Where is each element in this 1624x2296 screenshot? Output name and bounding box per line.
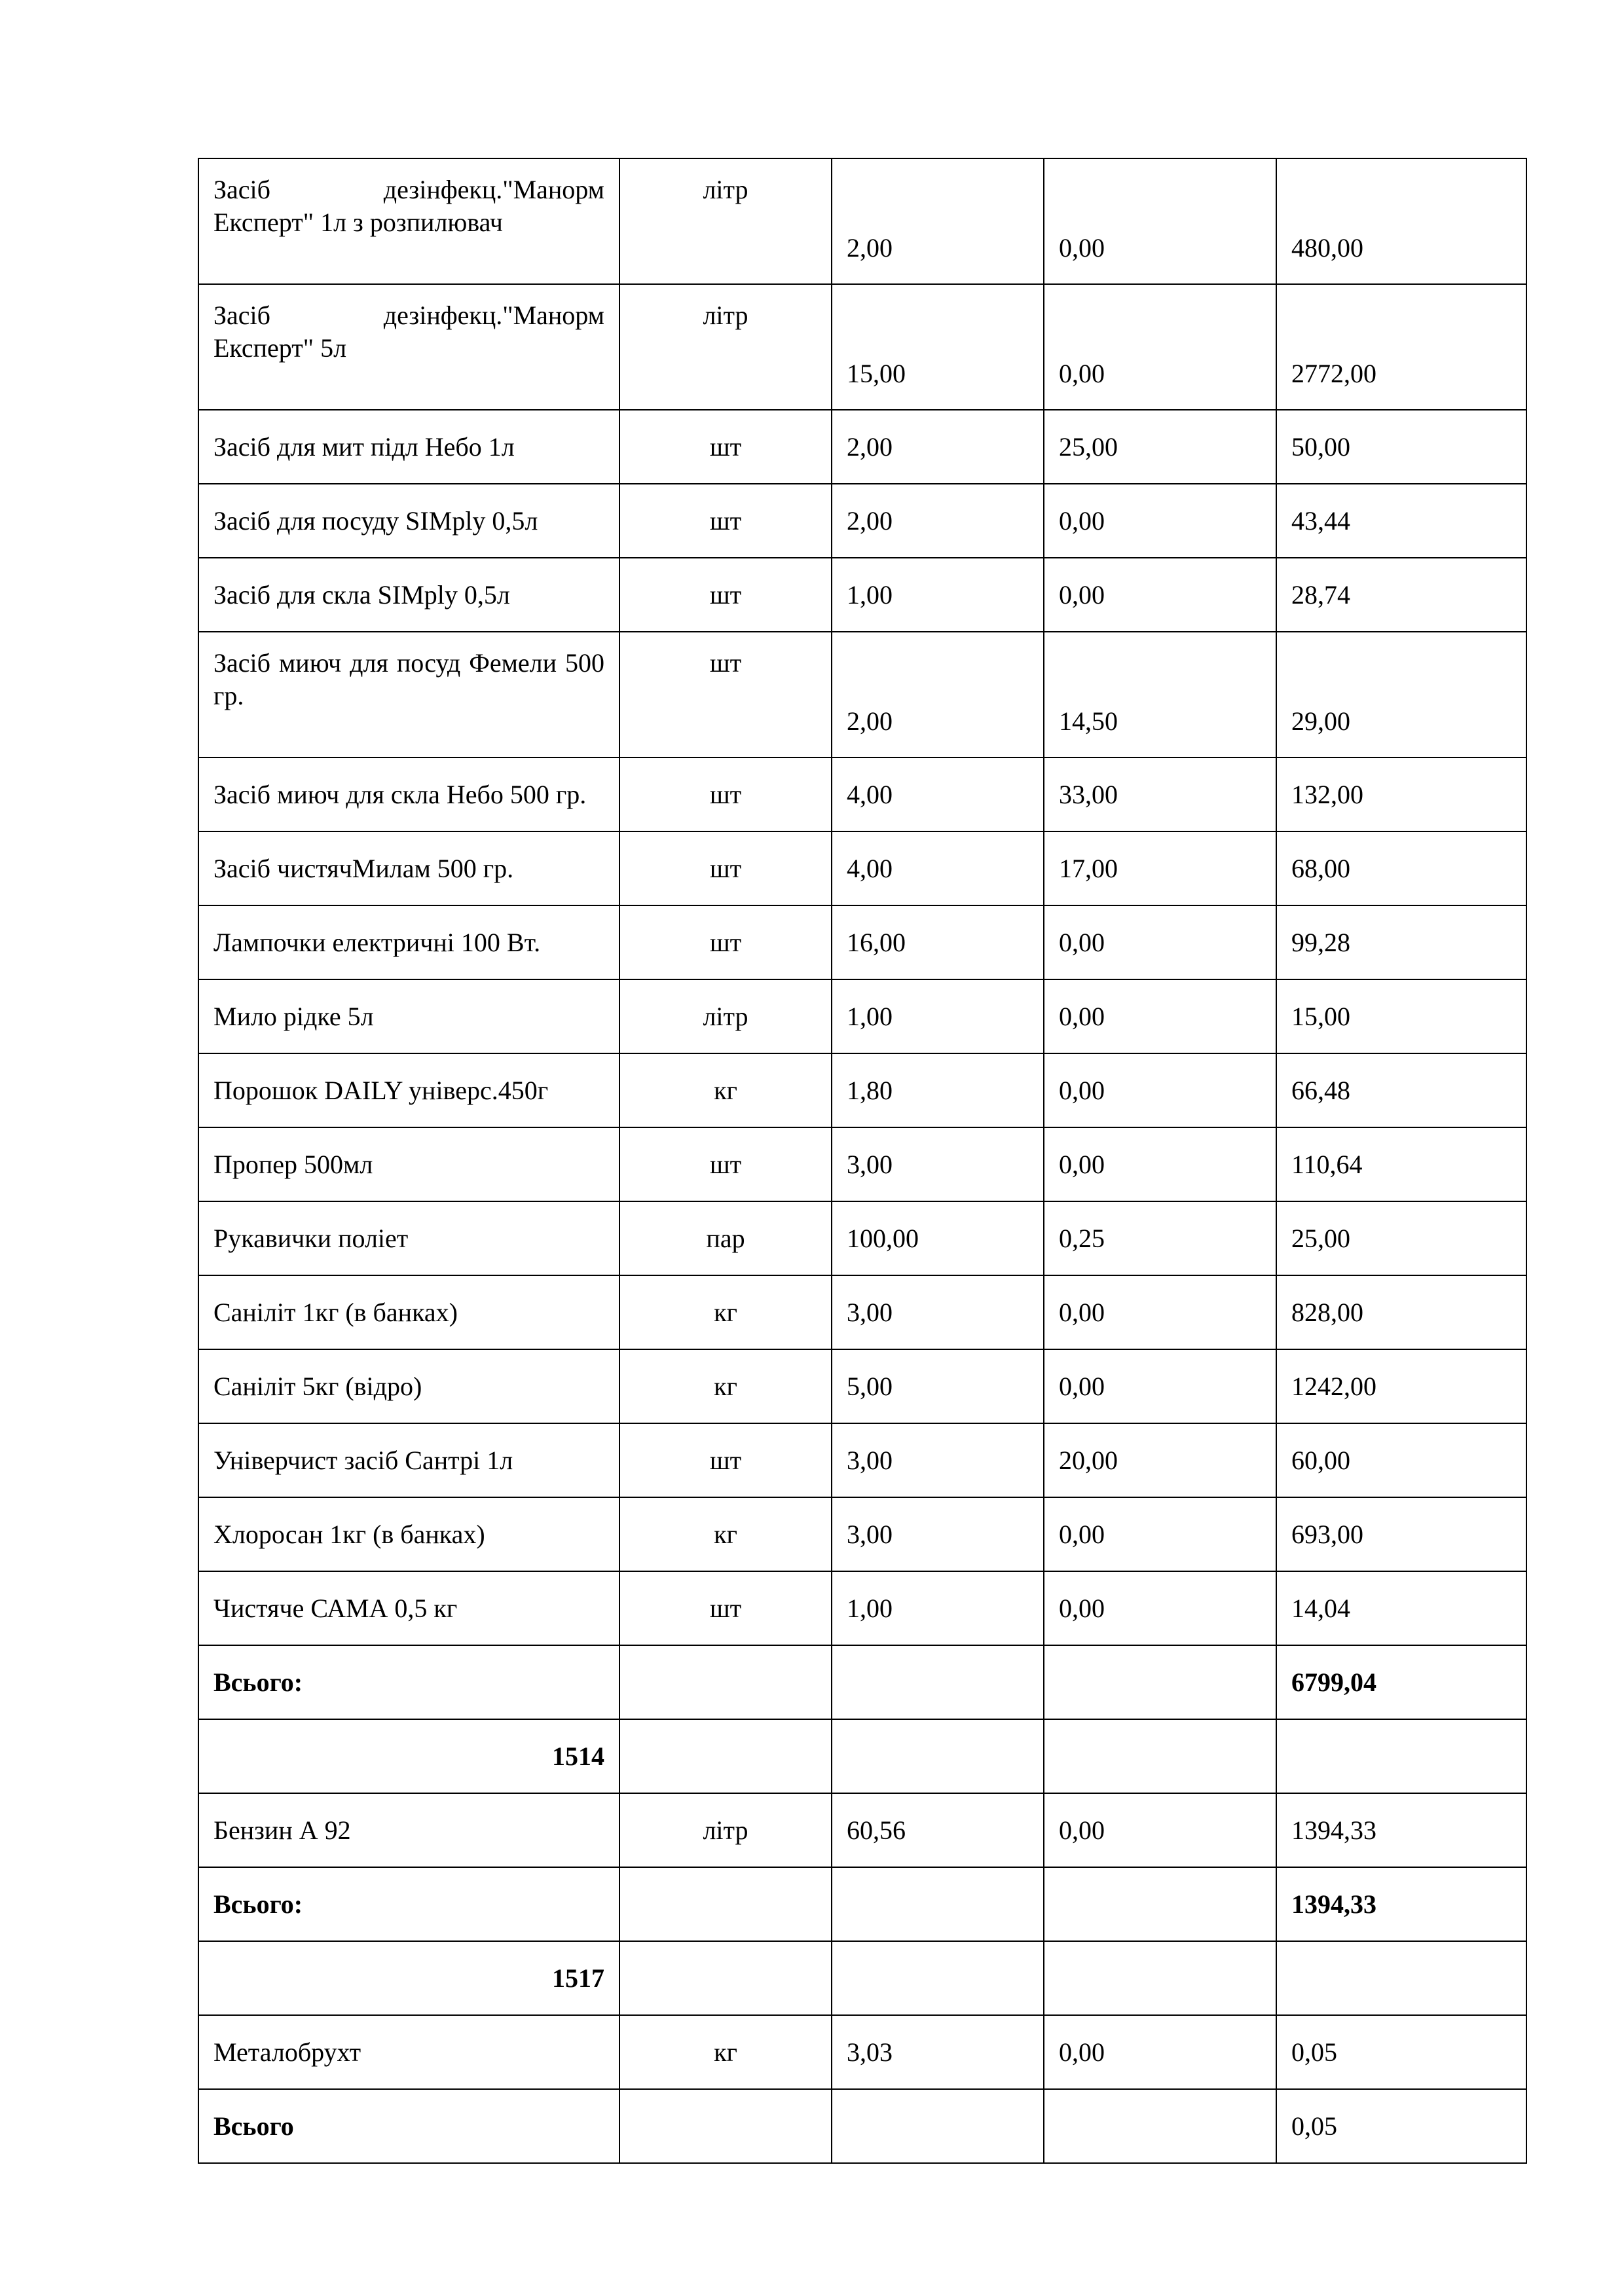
sum-cell: 25,00 [1276,1201,1526,1275]
quantity-cell: 16,00 [832,905,1044,979]
price-cell: 20,00 [1044,1423,1276,1497]
item-name-cell: Рукавички поліет [198,1201,619,1275]
table-row [198,1275,1526,1349]
quantity-cell: 60,56 [832,1793,1044,1867]
unit-cell [619,1645,832,1719]
sum-cell: 66,48 [1276,1053,1526,1127]
unit-cell: літр [619,158,832,284]
unit-cell: шт [619,905,832,979]
account-code-row [198,1719,1526,1793]
table-row [198,1497,1526,1571]
sum-cell: 110,64 [1276,1127,1526,1201]
table-row [198,1423,1526,1497]
sum-cell: 1242,00 [1276,1349,1526,1423]
price-cell: 17,00 [1044,831,1276,905]
quantity-cell: 2,00 [832,484,1044,558]
table-row [198,558,1526,632]
item-name-cell: Саніліт 1кг (в банках) [198,1275,619,1349]
table-row [198,484,1526,558]
item-name-cell: Засіб дезінфекц."Манорм Експерт" 5л [198,284,619,410]
price-cell: 0,00 [1044,484,1276,558]
sum-cell: 693,00 [1276,1497,1526,1571]
item-name-cell: Хлоросан 1кг (в банках) [198,1497,619,1571]
item-name-cell: Засіб миюч для посуд Фемели 500 гр. [198,632,619,757]
unit-cell: літр [619,284,832,410]
quantity-cell: 5,00 [832,1349,1044,1423]
inventory-table-body [198,158,1526,2163]
quantity-cell: 3,00 [832,1275,1044,1349]
item-name-cell: 1514 [198,1719,619,1793]
table-row [198,158,1526,284]
unit-cell: шт [619,484,832,558]
unit-cell: літр [619,979,832,1053]
inventory-table [198,158,1527,2164]
item-name-cell: Мило рідке 5л [198,979,619,1053]
item-name-cell: Металобрухт [198,2015,619,2089]
quantity-cell: 4,00 [832,757,1044,831]
item-name-cell: Засіб миюч для скла Небо 500 гр. [198,757,619,831]
price-cell: 0,00 [1044,1571,1276,1645]
item-name-cell: Порошок DAILY універс.450г [198,1053,619,1127]
unit-cell: шт [619,410,832,484]
sum-cell [1276,1719,1526,1793]
sum-cell: 1394,33 [1276,1793,1526,1867]
item-name-cell: 1517 [198,1941,619,2015]
quantity-cell: 1,00 [832,979,1044,1053]
unit-cell: кг [619,1349,832,1423]
quantity-cell [832,1645,1044,1719]
table-row [198,757,1526,831]
sum-cell: 43,44 [1276,484,1526,558]
quantity-cell: 2,00 [832,632,1044,757]
sum-cell: 28,74 [1276,558,1526,632]
sum-cell: 68,00 [1276,831,1526,905]
price-cell [1044,2089,1276,2163]
unit-cell: шт [619,757,832,831]
item-name-cell: Універчист засіб Сантрі 1л [198,1423,619,1497]
price-cell: 0,00 [1044,1053,1276,1127]
sum-cell: 828,00 [1276,1275,1526,1349]
account-code-row [198,1941,1526,2015]
sum-cell: 6799,04 [1276,1645,1526,1719]
quantity-cell: 1,80 [832,1053,1044,1127]
sum-cell: 0,05 [1276,2089,1526,2163]
unit-cell: шт [619,1423,832,1497]
quantity-cell [832,2089,1044,2163]
price-cell: 0,00 [1044,1349,1276,1423]
price-cell: 0,00 [1044,979,1276,1053]
price-cell: 0,00 [1044,1497,1276,1571]
item-name-cell: Засіб для посуду SIMply 0,5л [198,484,619,558]
table-row [198,979,1526,1053]
unit-cell [619,2089,832,2163]
quantity-cell: 3,03 [832,2015,1044,2089]
table-row [198,632,1526,757]
price-cell: 0,00 [1044,558,1276,632]
quantity-cell [832,1719,1044,1793]
quantity-cell: 3,00 [832,1423,1044,1497]
unit-cell: шт [619,1571,832,1645]
price-cell: 0,00 [1044,1127,1276,1201]
quantity-cell: 2,00 [832,158,1044,284]
unit-cell: пар [619,1201,832,1275]
price-cell: 25,00 [1044,410,1276,484]
price-cell: 33,00 [1044,757,1276,831]
item-name-cell: Засіб дезінфекц."Манорм Експерт" 1л з розпилювач [198,158,619,284]
price-cell: 0,00 [1044,1793,1276,1867]
table-row [198,1053,1526,1127]
unit-cell [619,1719,832,1793]
unit-cell: шт [619,632,832,757]
price-cell [1044,1867,1276,1941]
unit-cell: кг [619,1275,832,1349]
price-cell: 0,00 [1044,1275,1276,1349]
price-cell: 14,50 [1044,632,1276,757]
sum-cell: 1394,33 [1276,1867,1526,1941]
sum-cell: 60,00 [1276,1423,1526,1497]
table-row [198,831,1526,905]
unit-cell: шт [619,1127,832,1201]
sum-cell [1276,1941,1526,2015]
quantity-cell: 1,00 [832,558,1044,632]
item-name-cell: Засіб для скла SIMply 0,5л [198,558,619,632]
table-row [198,1127,1526,1201]
quantity-cell: 4,00 [832,831,1044,905]
table-row [198,1349,1526,1423]
sum-cell: 50,00 [1276,410,1526,484]
quantity-cell: 2,00 [832,410,1044,484]
unit-cell: кг [619,1497,832,1571]
price-cell: 0,25 [1044,1201,1276,1275]
table-row [198,410,1526,484]
item-name-cell: Всього: [198,1645,619,1719]
item-name-cell: Пропер 500мл [198,1127,619,1201]
sum-cell: 15,00 [1276,979,1526,1053]
quantity-cell [832,1941,1044,2015]
price-cell [1044,1645,1276,1719]
sum-cell: 480,00 [1276,158,1526,284]
table-row [198,1571,1526,1645]
total-row [198,2089,1526,2163]
item-name-cell: Всього: [198,1867,619,1941]
table-row [198,1793,1526,1867]
table-row [198,1201,1526,1275]
quantity-cell: 3,00 [832,1497,1044,1571]
quantity-cell: 100,00 [832,1201,1044,1275]
item-name-cell: Лампочки електричні 100 Вт. [198,905,619,979]
unit-cell [619,1941,832,2015]
price-cell: 0,00 [1044,905,1276,979]
quantity-cell: 3,00 [832,1127,1044,1201]
item-name-cell: Засіб для мит підл Небо 1л [198,410,619,484]
unit-cell: шт [619,558,832,632]
unit-cell: літр [619,1793,832,1867]
item-name-cell: Саніліт 5кг (відро) [198,1349,619,1423]
sum-cell: 29,00 [1276,632,1526,757]
sum-cell: 14,04 [1276,1571,1526,1645]
table-row [198,905,1526,979]
quantity-cell: 1,00 [832,1571,1044,1645]
price-cell: 0,00 [1044,284,1276,410]
unit-cell: шт [619,831,832,905]
sum-cell: 99,28 [1276,905,1526,979]
sum-cell: 0,05 [1276,2015,1526,2089]
price-cell [1044,1719,1276,1793]
quantity-cell [832,1867,1044,1941]
table-row [198,284,1526,410]
total-row [198,1867,1526,1941]
item-name-cell: Засіб чистячМилам 500 гр. [198,831,619,905]
unit-cell [619,1867,832,1941]
total-row [198,1645,1526,1719]
item-name-cell: Всього [198,2089,619,2163]
price-cell [1044,1941,1276,2015]
unit-cell: кг [619,1053,832,1127]
price-cell: 0,00 [1044,2015,1276,2089]
price-cell: 0,00 [1044,158,1276,284]
item-name-cell: Бензин А 92 [198,1793,619,1867]
item-name-cell: Чистяче САМА 0,5 кг [198,1571,619,1645]
sum-cell: 132,00 [1276,757,1526,831]
sum-cell: 2772,00 [1276,284,1526,410]
quantity-cell: 15,00 [832,284,1044,410]
unit-cell: кг [619,2015,832,2089]
table-row [198,2015,1526,2089]
